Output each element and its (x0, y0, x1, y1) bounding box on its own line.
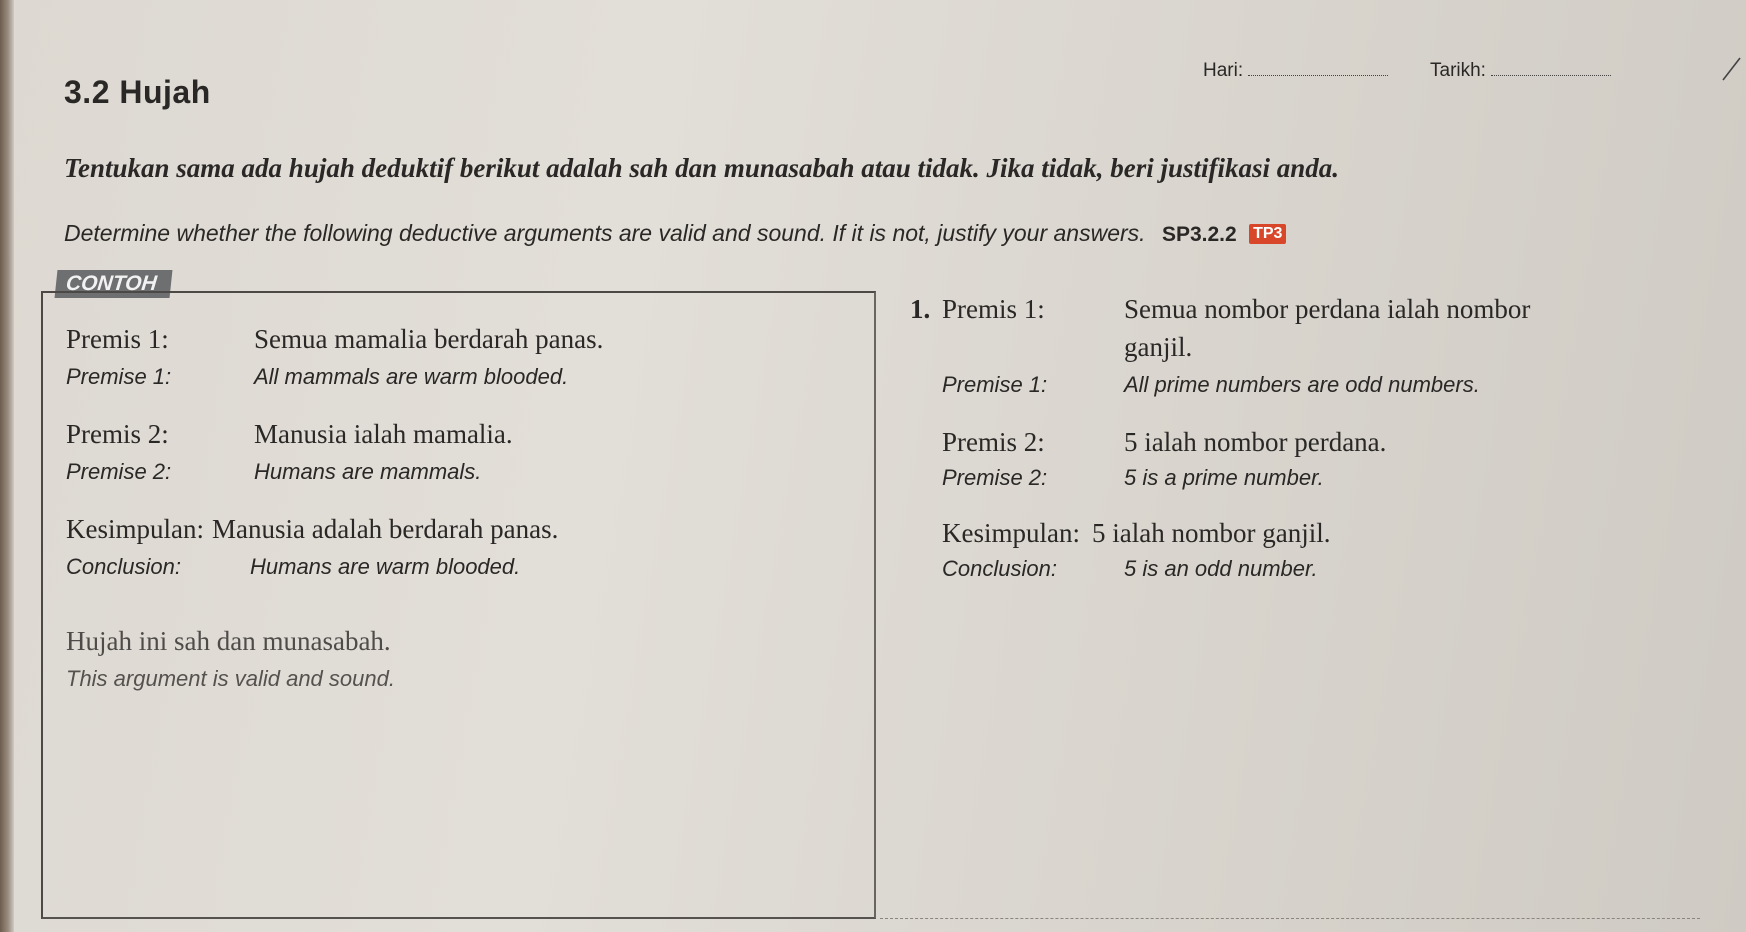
example-conclusion-label-ms: Kesimpulan: (66, 514, 204, 544)
example-premise1-label-en: Premise 1: (66, 364, 172, 389)
example-premise2-text-ms: Manusia ialah mamalia. (254, 419, 513, 449)
q1-premise1-label-en: Premise 1: (942, 372, 1048, 397)
answer-area-rule (880, 918, 1700, 919)
hari-blank[interactable] (1248, 75, 1388, 76)
q1-premise1-text-ms-line1: Semua nombor perdana ialah nombor (1124, 294, 1531, 324)
standard-code: SP3.2.2 (1161, 223, 1237, 246)
example-conclusion-text-en: Humans are warm blooded. (250, 554, 521, 579)
example-premise1-label-ms: Premis 1: (66, 324, 169, 354)
example-verdict-ms: Hujah ini sah dan munasabah. (66, 626, 391, 656)
hari-label: Hari: (1203, 60, 1244, 81)
tarikh-field[interactable] (1430, 60, 1611, 82)
hari-field[interactable] (1203, 60, 1388, 82)
q1-premise2-text-en: 5 is a prime number. (1124, 465, 1324, 490)
q1-premise2-label-en: Premise 2: (942, 465, 1048, 490)
instruction-english (64, 220, 1286, 247)
example-premise2-label-en: Premise 2: (66, 459, 172, 484)
tarikh-blank[interactable] (1491, 75, 1611, 76)
q1-conclusion-text-ms: 5 ialah nombor ganjil. (1092, 518, 1331, 548)
pencil-mark-icon (1720, 56, 1742, 82)
example-premise1-text-ms: Semua mamalia berdarah panas. (254, 324, 604, 354)
q1-conclusion-text-en: 5 is an odd number. (1124, 556, 1318, 581)
tp-badge: TP3 (1249, 224, 1286, 244)
q1-premise2-label-ms: Premis 2: (942, 427, 1045, 457)
example-verdict-en: This argument is valid and sound. (66, 666, 395, 691)
section-title: 3.2 Hujah (64, 74, 211, 110)
example-premise2-text-en: Humans are mammals. (254, 459, 482, 484)
q1-conclusion-label-ms: Kesimpulan: (942, 518, 1080, 548)
instruction-english-text: Determine whether the following deductive arguments are valid and sound. If it is not, justify your answers. (64, 220, 1146, 246)
q1-premise2-text-ms: 5 ialah nombor perdana. (1124, 427, 1387, 457)
example-premise2-label-ms: Premis 2: (66, 419, 169, 449)
q1-premise1-text-ms-line2: ganjil. (1124, 332, 1193, 362)
q1-conclusion-label-en: Conclusion: (942, 556, 1057, 581)
example-premise1-text-en: All mammals are warm blooded. (254, 364, 569, 389)
book-spine-shadow (0, 0, 14, 932)
example-conclusion-label-en: Conclusion: (66, 554, 181, 579)
example-conclusion-text-ms: Manusia adalah berdarah panas. (212, 514, 559, 544)
tarikh-label: Tarikh: (1430, 60, 1486, 81)
q1-premise1-text-en: All prime numbers are odd numbers. (1124, 372, 1480, 397)
question-1-number: 1. (910, 294, 931, 324)
q1-premise1-label-ms: Premis 1: (942, 294, 1045, 324)
instruction-malay: Tentukan sama ada hujah deduktif berikut adalah sah dan munasabah atau tidak. Jika tidak, beri justifikasi anda. (64, 153, 1340, 183)
example-label: CONTOH (55, 270, 173, 298)
